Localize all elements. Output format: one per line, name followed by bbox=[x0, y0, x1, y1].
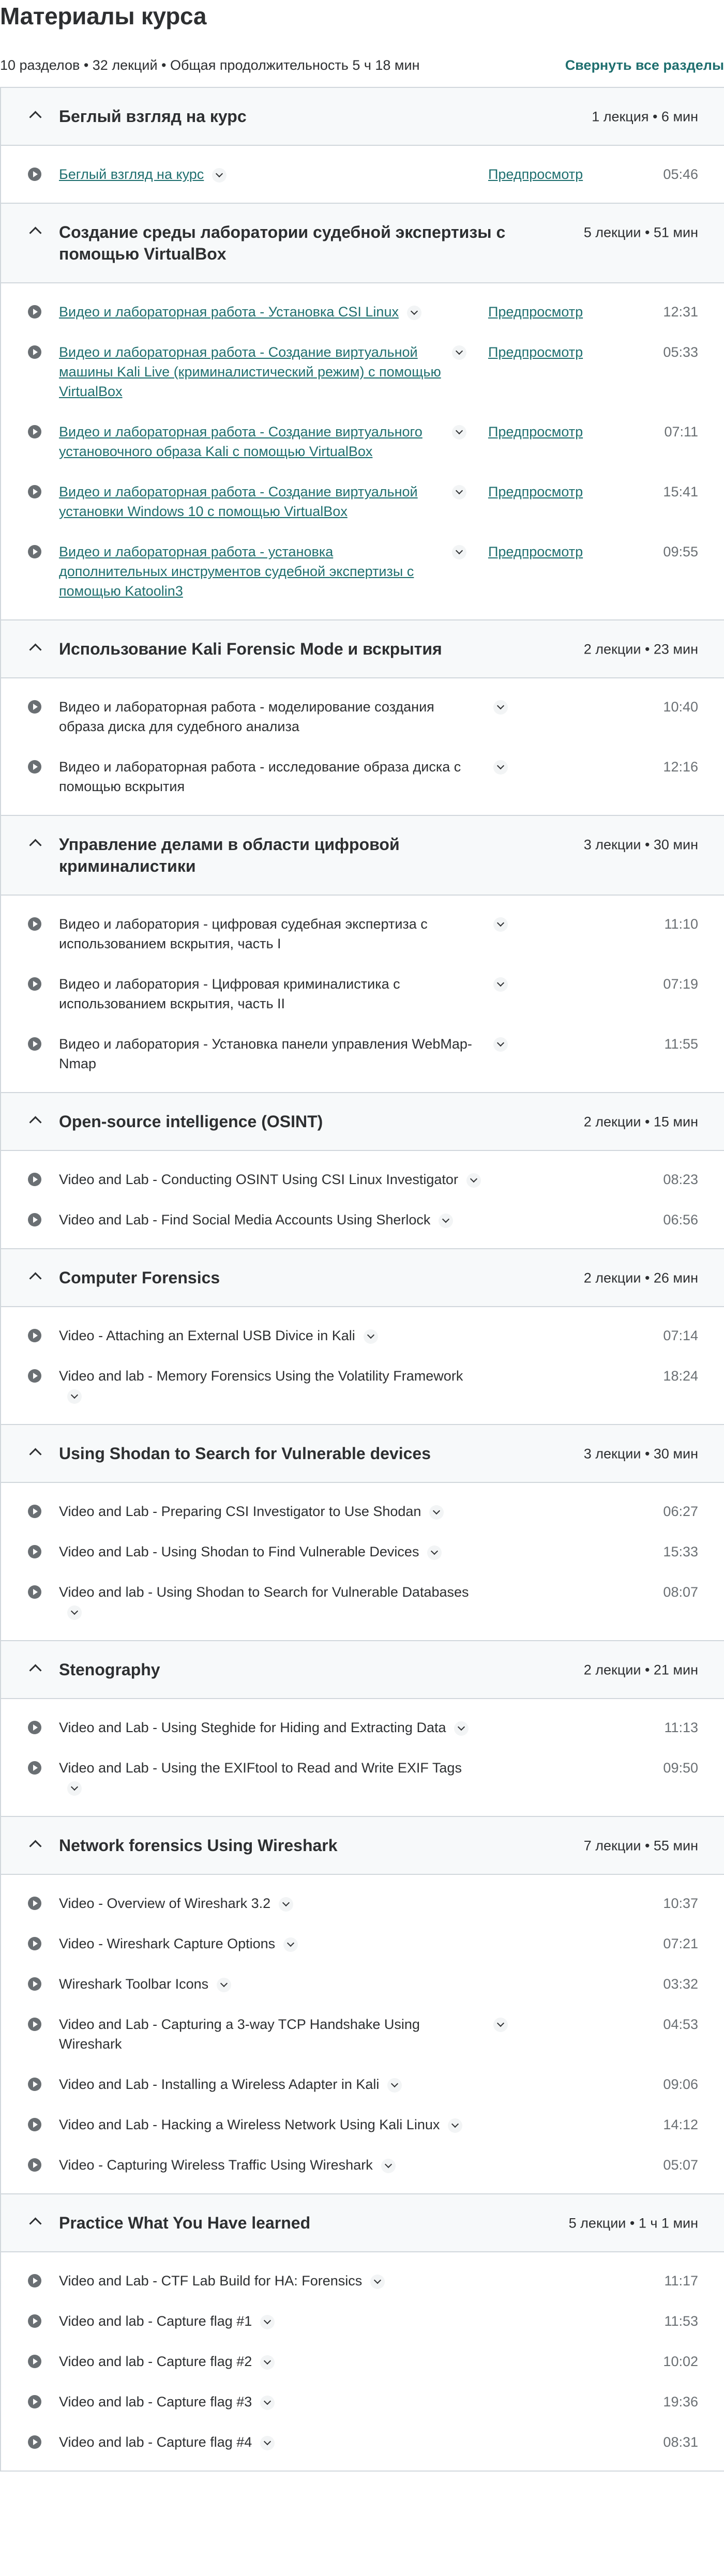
page-title: Материалы курса bbox=[0, 3, 207, 29]
lecture-item bbox=[1, 1366, 724, 1405]
lecture-list bbox=[1, 1483, 724, 1640]
section-meta: 2 лекции • 26 мин bbox=[583, 1270, 698, 1286]
lecture-title-block bbox=[59, 2392, 483, 2412]
section-header[interactable] bbox=[1, 620, 724, 678]
section-meta: 7 лекции • 55 мин bbox=[583, 1838, 698, 1854]
lecture-duration: 08:31 bbox=[663, 2434, 698, 2450]
chevron-down-icon[interactable] bbox=[493, 2018, 508, 2032]
play-circle-icon bbox=[28, 2314, 41, 2328]
lecture-title-block bbox=[59, 1582, 483, 1622]
play-circle-icon bbox=[28, 305, 41, 319]
section-title: Создание среды лаборатории судебной экспертизы с помощью VirtualBox bbox=[59, 223, 506, 263]
lecture-title: Video and lab - Memory Forensics Using the Volatility Framework bbox=[59, 1368, 463, 1384]
section-title: Computer Forensics bbox=[59, 1268, 220, 1287]
lecture-duration: 07:19 bbox=[663, 976, 698, 992]
lecture-title-block bbox=[59, 1718, 483, 1737]
lecture-duration: 12:31 bbox=[663, 304, 698, 320]
play-circle-icon bbox=[28, 1213, 41, 1226]
section-title: Беглый взгляд на курс bbox=[59, 107, 247, 126]
lecture-item bbox=[1, 974, 724, 1013]
play-circle-icon bbox=[28, 1369, 41, 1383]
section-title: Использование Kali Forensic Mode и вскрытия bbox=[59, 640, 442, 658]
lecture-title: Video - Overview of Wireshark 3.2 bbox=[59, 1896, 271, 1911]
section-header[interactable] bbox=[1, 1817, 724, 1875]
lecture-duration: 11:10 bbox=[664, 916, 698, 932]
lecture-item bbox=[1, 1502, 724, 1521]
lecture-title-block bbox=[59, 1326, 483, 1345]
section-title: Using Shodan to Search for Vulnerable devices bbox=[59, 1444, 431, 1463]
play-circle-icon bbox=[28, 1173, 41, 1186]
play-circle-icon bbox=[28, 485, 41, 498]
curriculum-section bbox=[1, 88, 724, 204]
play-circle-icon bbox=[28, 2435, 41, 2449]
lecture-title: Video and lab - Capture flag #1 bbox=[59, 2313, 252, 2329]
play-circle-icon bbox=[28, 1585, 41, 1599]
play-circle-icon bbox=[28, 1505, 41, 1518]
chevron-down-icon[interactable] bbox=[454, 1721, 469, 1736]
preview-link[interactable]: Предпросмотр bbox=[488, 344, 583, 360]
lecture-item bbox=[1, 2432, 724, 2452]
lecture-duration: 06:27 bbox=[663, 1504, 698, 1519]
lecture-title-block bbox=[59, 1366, 483, 1405]
lecture-list bbox=[1, 146, 724, 203]
preview-link[interactable]: Предпросмотр bbox=[488, 166, 583, 182]
chevron-down-icon[interactable] bbox=[452, 545, 466, 559]
lecture-duration: 10:37 bbox=[663, 1896, 698, 1911]
chevron-down-icon[interactable] bbox=[370, 2275, 385, 2289]
lecture-duration: 12:16 bbox=[663, 759, 698, 775]
play-circle-icon bbox=[28, 760, 41, 774]
lecture-title-block bbox=[59, 1974, 483, 1994]
lecture-item bbox=[1, 1718, 724, 1737]
chevron-down-icon[interactable] bbox=[427, 1545, 442, 1560]
lecture-duration: 15:41 bbox=[663, 484, 698, 499]
chevron-down-icon[interactable] bbox=[260, 2355, 275, 2370]
chevron-down-icon[interactable] bbox=[493, 760, 508, 775]
play-circle-icon bbox=[28, 345, 41, 359]
lecture-title: Video and Lab - CTF Lab Build for HA: Forensics bbox=[59, 2273, 363, 2289]
chevron-down-icon[interactable] bbox=[452, 425, 466, 440]
play-circle-icon bbox=[28, 1721, 41, 1734]
lecture-item bbox=[1, 1542, 724, 1562]
lecture-title-block bbox=[59, 1934, 483, 1953]
lecture-list bbox=[1, 896, 724, 1092]
lecture-duration: 14:12 bbox=[663, 2117, 698, 2132]
lecture-title-block bbox=[59, 1502, 483, 1521]
lecture-item[interactable] bbox=[1, 342, 724, 401]
section-meta: 3 лекции • 30 мин bbox=[583, 1446, 698, 1462]
section-meta: 3 лекции • 30 мин bbox=[583, 837, 698, 853]
play-circle-icon bbox=[28, 1037, 41, 1051]
play-circle-icon bbox=[28, 2078, 41, 2091]
lecture-duration: 08:07 bbox=[663, 1584, 698, 1600]
section-header[interactable] bbox=[1, 1425, 724, 1483]
lecture-item bbox=[1, 1758, 724, 1797]
lecture-title-block bbox=[59, 1210, 483, 1230]
chevron-down-icon[interactable] bbox=[448, 2118, 462, 2133]
play-circle-icon bbox=[28, 977, 41, 991]
chevron-down-icon[interactable] bbox=[67, 1389, 82, 1404]
lecture-duration: 10:40 bbox=[663, 699, 698, 715]
chevron-down-icon[interactable] bbox=[260, 2436, 275, 2450]
lecture-list bbox=[1, 1307, 724, 1424]
lecture-duration: 05:07 bbox=[663, 2157, 698, 2173]
chevron-up-icon bbox=[29, 1664, 41, 1676]
chevron-down-icon[interactable] bbox=[364, 1329, 378, 1344]
chevron-down-icon[interactable] bbox=[429, 1505, 444, 1520]
chevron-up-icon bbox=[29, 1116, 41, 1128]
preview-link[interactable]: Предпросмотр bbox=[488, 304, 583, 320]
lecture-duration: 04:53 bbox=[663, 2017, 698, 2032]
lecture-item bbox=[1, 1170, 724, 1189]
chevron-down-icon[interactable] bbox=[387, 2078, 402, 2093]
play-circle-icon bbox=[28, 1329, 41, 1342]
lecture-title-block bbox=[59, 2271, 483, 2291]
lecture-title: Video and lab - Capture flag #3 bbox=[59, 2394, 252, 2410]
lecture-duration: 11:55 bbox=[664, 1036, 698, 1052]
play-circle-icon bbox=[28, 1937, 41, 1950]
lecture-item bbox=[1, 2014, 724, 2054]
chevron-down-icon[interactable] bbox=[67, 1781, 82, 1796]
play-circle-icon bbox=[28, 1545, 41, 1558]
lecture-duration: 11:17 bbox=[664, 2273, 698, 2289]
lecture-item bbox=[1, 2311, 724, 2331]
curriculum-summary: 10 разделов • 32 лекций • Общая продолжительность 5 ч 18 мин bbox=[0, 57, 420, 73]
lecture-item[interactable] bbox=[1, 542, 724, 601]
curriculum-summary-row bbox=[0, 54, 724, 77]
lecture-title[interactable]: Видео и лабораторная работа - Установка CSI Linux bbox=[59, 304, 399, 320]
lecture-title: Video and Lab - Preparing CSI Investigator to Use Shodan bbox=[59, 1504, 421, 1519]
play-circle-icon bbox=[28, 545, 41, 558]
lecture-title-block bbox=[59, 542, 442, 601]
lecture-duration: 07:14 bbox=[663, 1328, 698, 1343]
chevron-down-icon[interactable] bbox=[452, 345, 466, 360]
lecture-title: Видео и лаборатория - Установка панели управления WebMap-Nmap bbox=[59, 1036, 472, 1071]
section-header[interactable] bbox=[1, 816, 724, 896]
lecture-item[interactable] bbox=[1, 422, 724, 461]
section-meta: 2 лекции • 21 мин bbox=[583, 1662, 698, 1678]
chevron-down-icon[interactable] bbox=[260, 2396, 275, 2410]
chevron-down-icon[interactable] bbox=[493, 977, 508, 992]
lecture-title[interactable]: Видео и лабораторная работа - Создание виртуальной установки Windows 10 с помощью VirtualBox bbox=[59, 484, 418, 519]
lecture-title[interactable]: Видео и лабораторная работа - установка дополнительных инструментов судебной экспертизы с помощью Katoolin3 bbox=[59, 544, 414, 599]
play-circle-icon bbox=[28, 2158, 41, 2172]
chevron-up-icon bbox=[29, 839, 41, 851]
lecture-title-block bbox=[59, 1893, 483, 1913]
lecture-title: Видео и лаборатория - Цифровая криминалистика с использованием вскрытия, часть II bbox=[59, 976, 400, 1011]
chevron-up-icon bbox=[29, 643, 41, 656]
lecture-title: Видео и лаборатория - цифровая судебная экспертиза с использованием вскрытия, часть I bbox=[59, 916, 428, 951]
lecture-title: Video and Lab - Using the EXIFtool to Read and Write EXIF Tags bbox=[59, 1760, 462, 1776]
lecture-title-block bbox=[59, 1758, 483, 1797]
lecture-item bbox=[1, 2352, 724, 2371]
section-header[interactable] bbox=[1, 88, 724, 146]
lecture-duration: 07:21 bbox=[663, 1936, 698, 1951]
lecture-item bbox=[1, 1582, 724, 1622]
chevron-down-icon[interactable] bbox=[439, 1214, 453, 1228]
chevron-up-icon bbox=[29, 2217, 41, 2230]
section-title: Practice What You Have learned bbox=[59, 2214, 311, 2232]
lecture-title-block bbox=[59, 2014, 483, 2054]
section-header[interactable] bbox=[1, 204, 724, 283]
curriculum-accordion bbox=[0, 87, 724, 2472]
chevron-up-icon bbox=[29, 226, 41, 239]
lecture-item bbox=[1, 2115, 724, 2134]
play-circle-icon bbox=[28, 425, 41, 438]
lecture-title: Video - Attaching an External USB Divice in Kali bbox=[59, 1328, 355, 1343]
lecture-item[interactable] bbox=[1, 302, 724, 322]
play-circle-icon bbox=[28, 1977, 41, 1991]
chevron-down-icon[interactable] bbox=[452, 485, 466, 499]
chevron-down-icon[interactable] bbox=[493, 917, 508, 932]
lecture-item bbox=[1, 1893, 724, 1913]
lecture-title: Video and Lab - Installing a Wireless Adapter in Kali bbox=[59, 2077, 380, 2092]
lecture-duration: 11:13 bbox=[664, 1720, 698, 1735]
chevron-down-icon[interactable] bbox=[217, 1978, 231, 1992]
lecture-item bbox=[1, 1210, 724, 1230]
section-title: Управление делами в области цифровой криминалистики bbox=[59, 835, 400, 875]
lecture-title-block bbox=[59, 697, 483, 736]
lecture-item[interactable] bbox=[1, 164, 724, 184]
lecture-list bbox=[1, 283, 724, 619]
curriculum-section bbox=[1, 1817, 724, 2194]
chevron-up-icon bbox=[29, 1840, 41, 1852]
play-circle-icon bbox=[28, 2274, 41, 2287]
chevron-down-icon[interactable] bbox=[493, 1037, 508, 1052]
play-circle-icon bbox=[28, 700, 41, 714]
lecture-title-block bbox=[59, 1034, 483, 1073]
section-header[interactable] bbox=[1, 2194, 724, 2252]
lecture-item bbox=[1, 757, 724, 796]
play-circle-icon bbox=[28, 2395, 41, 2408]
lecture-duration: 09:55 bbox=[663, 544, 698, 559]
play-circle-icon bbox=[28, 2118, 41, 2131]
lecture-duration: 07:11 bbox=[664, 424, 698, 440]
curriculum-section bbox=[1, 620, 724, 816]
lecture-title: Video and Lab - Find Social Media Accounts Using Sherlock bbox=[59, 1212, 431, 1228]
section-title: Stenography bbox=[59, 1660, 160, 1679]
lecture-title: Video and Lab - Using Shodan to Find Vulnerable Devices bbox=[59, 1544, 419, 1559]
curriculum-section bbox=[1, 1641, 724, 1817]
chevron-down-icon[interactable] bbox=[407, 306, 421, 320]
section-title: Open-source intelligence (OSINT) bbox=[59, 1112, 323, 1131]
lecture-title[interactable]: Беглый взгляд на курс bbox=[59, 166, 204, 182]
curriculum-section bbox=[1, 1425, 724, 1641]
lecture-title-block bbox=[59, 2074, 483, 2094]
lecture-title-block bbox=[59, 757, 483, 796]
lecture-title-block bbox=[59, 164, 442, 184]
section-title: Network forensics Using Wireshark bbox=[59, 1836, 338, 1855]
chevron-down-icon[interactable] bbox=[212, 168, 227, 183]
lecture-item bbox=[1, 2074, 724, 2094]
play-circle-icon bbox=[28, 2355, 41, 2368]
play-circle-icon bbox=[28, 168, 41, 181]
lecture-duration: 15:33 bbox=[663, 1544, 698, 1559]
lecture-title[interactable]: Видео и лабораторная работа - Создание виртуального установочного образа Kali с помощью VirtualBox bbox=[59, 424, 423, 459]
chevron-up-icon bbox=[29, 111, 41, 123]
lecture-title: Video and lab - Capture flag #4 bbox=[59, 2434, 252, 2450]
lecture-title: Video - Capturing Wireless Traffic Using Wireshark bbox=[59, 2157, 373, 2173]
curriculum-section bbox=[1, 204, 724, 620]
lecture-item bbox=[1, 2271, 724, 2291]
lecture-list bbox=[1, 1875, 724, 2193]
lecture-title-block bbox=[59, 914, 483, 953]
play-circle-icon bbox=[28, 2018, 41, 2031]
lecture-list bbox=[1, 1699, 724, 1816]
section-header[interactable] bbox=[1, 1249, 724, 1307]
lecture-item bbox=[1, 914, 724, 953]
lecture-duration: 18:24 bbox=[663, 1368, 698, 1384]
collapse-all-button[interactable]: Свернуть все разделы bbox=[565, 57, 724, 73]
lecture-title-block bbox=[59, 2311, 483, 2331]
lecture-duration: 09:06 bbox=[663, 2077, 698, 2092]
lecture-item bbox=[1, 2155, 724, 2175]
curriculum-section bbox=[1, 2194, 724, 2472]
chevron-down-icon[interactable] bbox=[67, 1605, 82, 1620]
curriculum-section bbox=[1, 1249, 724, 1425]
lecture-title-block bbox=[59, 2155, 483, 2175]
section-meta: 2 лекции • 15 мин bbox=[583, 1114, 698, 1130]
lecture-title-block bbox=[59, 1542, 483, 1562]
lecture-list bbox=[1, 1151, 724, 1248]
lecture-title: Video and Lab - Conducting OSINT Using CSI Linux Investigator bbox=[59, 1172, 458, 1187]
lecture-list bbox=[1, 2252, 724, 2471]
lecture-title: Video and lab - Using Shodan to Search for Vulnerable Databases bbox=[59, 1584, 469, 1600]
chevron-up-icon bbox=[29, 1448, 41, 1460]
lecture-duration: 11:53 bbox=[664, 2313, 698, 2329]
lecture-duration: 09:50 bbox=[663, 1760, 698, 1776]
lecture-title-block bbox=[59, 974, 483, 1013]
chevron-down-icon[interactable] bbox=[260, 2315, 275, 2329]
chevron-down-icon[interactable] bbox=[466, 1173, 481, 1188]
lecture-item bbox=[1, 1326, 724, 1345]
lecture-title: Video - Wireshark Capture Options bbox=[59, 1936, 276, 1951]
curriculum-section bbox=[1, 816, 724, 1093]
lecture-title-block bbox=[59, 2432, 483, 2452]
lecture-duration: 03:32 bbox=[663, 1976, 698, 1992]
chevron-down-icon[interactable] bbox=[381, 2159, 396, 2173]
lecture-title-block bbox=[59, 2352, 483, 2371]
section-meta: 2 лекции • 23 мин bbox=[583, 641, 698, 657]
lecture-duration: 05:33 bbox=[663, 344, 698, 360]
lecture-title: Wireshark Toolbar Icons bbox=[59, 1976, 209, 1992]
play-circle-icon bbox=[28, 1761, 41, 1775]
lecture-title-block bbox=[59, 302, 442, 322]
lecture-title: Video and Lab - Hacking a Wireless Network Using Kali Linux bbox=[59, 2117, 440, 2132]
section-meta: 1 лекция • 6 мин bbox=[592, 109, 698, 125]
play-circle-icon bbox=[28, 917, 41, 931]
lecture-title-block bbox=[59, 1170, 483, 1189]
chevron-down-icon[interactable] bbox=[279, 1897, 293, 1912]
lecture-duration: 06:56 bbox=[663, 1212, 698, 1228]
lecture-title-block bbox=[59, 482, 442, 521]
chevron-up-icon bbox=[29, 1272, 41, 1284]
play-circle-icon bbox=[28, 1897, 41, 1910]
lecture-title-block bbox=[59, 342, 442, 401]
lecture-list bbox=[1, 678, 724, 815]
lecture-title-block bbox=[59, 422, 442, 461]
lecture-duration: 08:23 bbox=[663, 1172, 698, 1187]
lecture-title[interactable]: Видео и лабораторная работа - Создание виртуальной машины Kali Live (криминалистический режим) с помощью VirtualBox bbox=[59, 344, 441, 399]
lecture-title-block bbox=[59, 2115, 483, 2134]
lecture-item[interactable] bbox=[1, 482, 724, 521]
lecture-duration: 05:46 bbox=[663, 166, 698, 182]
chevron-down-icon[interactable] bbox=[283, 1937, 298, 1952]
preview-link[interactable]: Предпросмотр bbox=[488, 484, 583, 499]
lecture-item bbox=[1, 1034, 724, 1073]
lecture-title: Video and lab - Capture flag #2 bbox=[59, 2354, 252, 2369]
lecture-title: Видео и лабораторная работа - исследование образа диска с помощью вскрытия bbox=[59, 759, 461, 794]
lecture-item bbox=[1, 1934, 724, 1953]
section-meta: 5 лекции • 1 ч 1 мин bbox=[568, 2215, 698, 2231]
section-meta: 5 лекции • 51 мин bbox=[583, 224, 698, 240]
lecture-item bbox=[1, 2392, 724, 2412]
lecture-title: Video and Lab - Capturing a 3-way TCP Handshake Using Wireshark bbox=[59, 2017, 420, 2052]
section-header[interactable] bbox=[1, 1093, 724, 1151]
chevron-down-icon[interactable] bbox=[493, 700, 508, 715]
lecture-item bbox=[1, 697, 724, 736]
lecture-item bbox=[1, 1974, 724, 1994]
preview-link[interactable]: Предпросмотр bbox=[488, 544, 583, 559]
lecture-title: Video and Lab - Using Steghide for Hiding and Extracting Data bbox=[59, 1720, 446, 1735]
lecture-duration: 10:02 bbox=[663, 2354, 698, 2369]
lecture-duration: 19:36 bbox=[663, 2394, 698, 2410]
preview-link[interactable]: Предпросмотр bbox=[488, 424, 583, 440]
curriculum-section bbox=[1, 1093, 724, 1249]
section-header[interactable] bbox=[1, 1641, 724, 1699]
lecture-title: Видео и лабораторная работа - моделирование создания образа диска для судебного анализа bbox=[59, 699, 434, 734]
